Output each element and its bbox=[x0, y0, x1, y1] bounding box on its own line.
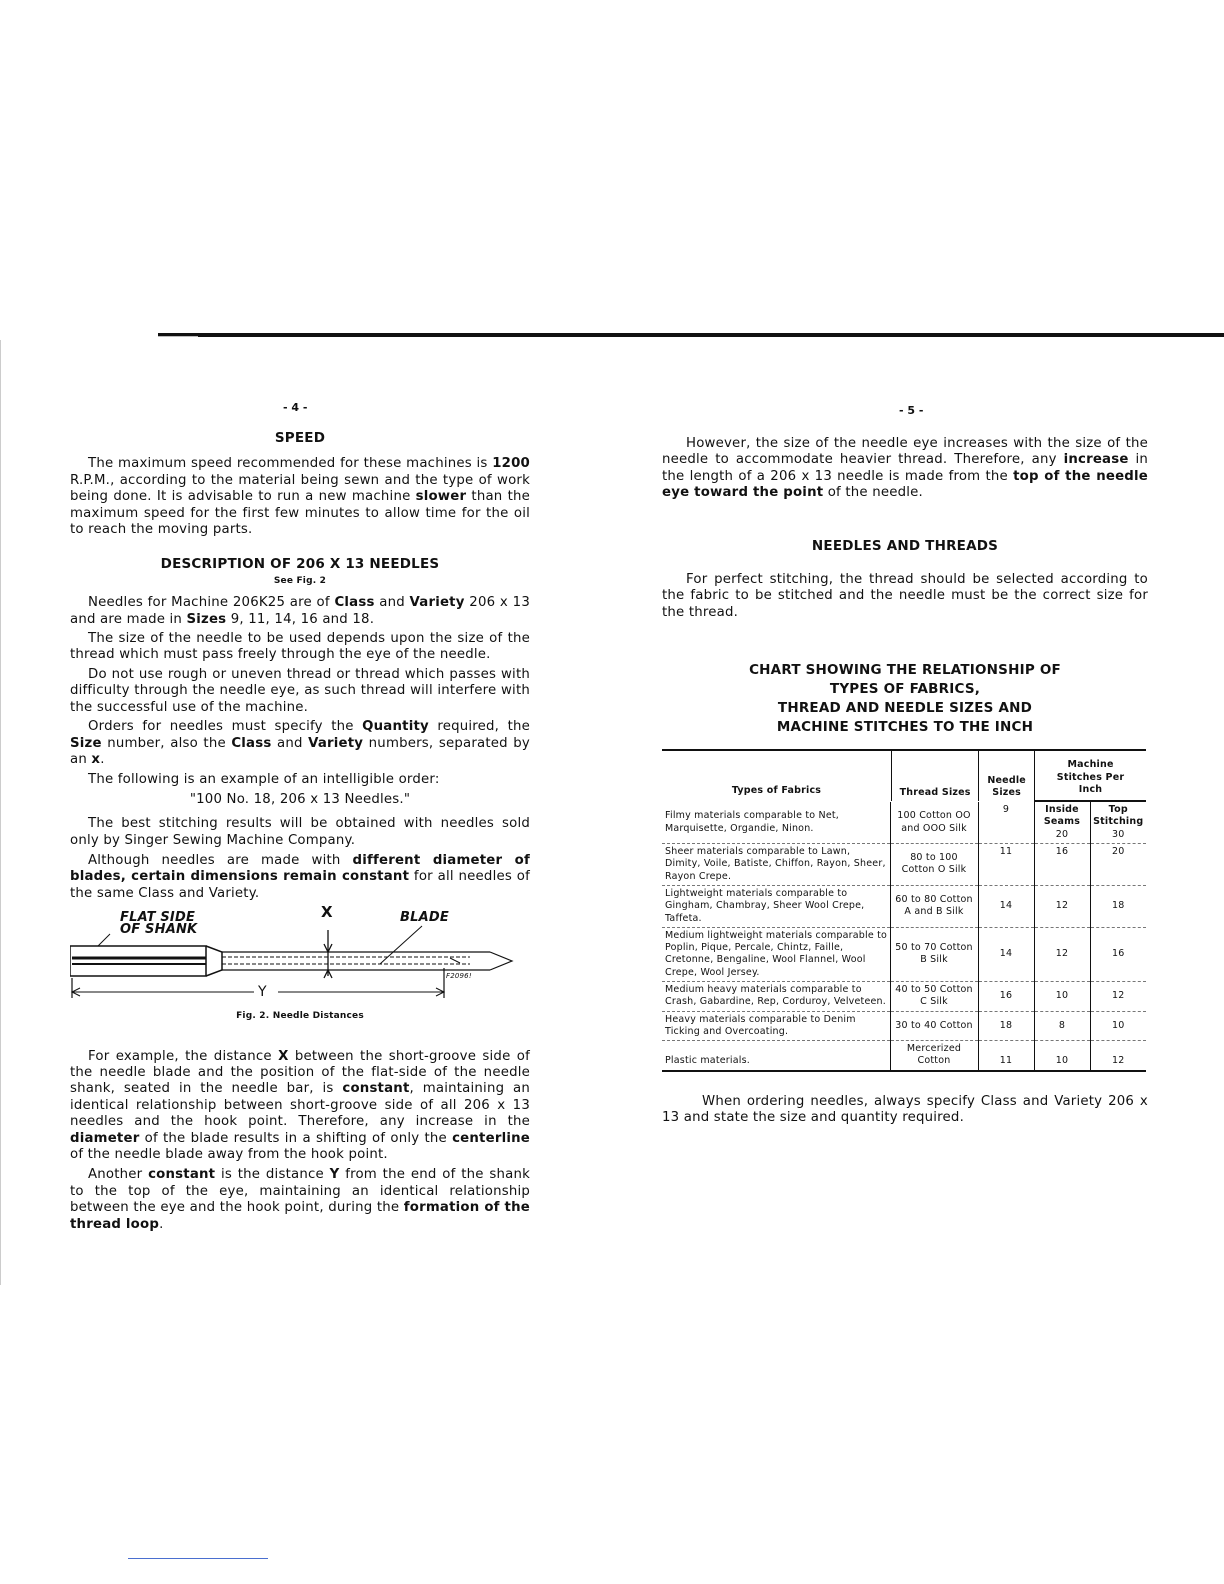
needles-paragraph-constant: Although needles are made with different diameter of blades, certain dimensions remain constant for all needles of the same Class and Variety. bbox=[70, 852, 530, 901]
distance-x-paragraph: For example, the distance X between the short-groove side of the needle blade and the position of the flat-side of the needle shank, seated in the needle bar, is constant, maintaining an identical relationship between short-groove side of all 206 x 13 needles and the hook point. Therefore, any increase in the diameter of the blade results in a shifting of only the centerline of the needle blade away from the hook point. bbox=[70, 1048, 531, 1162]
figure-caption: Fig. 2. Needle Distances bbox=[236, 1011, 364, 1022]
label-blade: BLADE bbox=[400, 910, 449, 926]
table-row-7-inside: 10 bbox=[1034, 1041, 1090, 1071]
needles-threads-heading: NEEDLES AND THREADS bbox=[811, 537, 999, 554]
table-row-1-needle: 9 bbox=[978, 802, 1034, 843]
chart-title-line-4: MACHINE STITCHES TO THE INCH bbox=[776, 719, 1034, 736]
underline-mark bbox=[128, 1558, 268, 1559]
eye-size-paragraph: However, the size of the needle eye increases with the size of the needle to accommodate heavier thread. Therefore, any increase in the length of a 206 x 13 needle is made from the top of the needle eye toward the point of the needle. bbox=[662, 436, 1149, 501]
table-row-2-thread: 80 to 100 Cotton O Silk bbox=[890, 844, 978, 886]
table-row-4-needle: 14 bbox=[978, 927, 1034, 981]
table-row-6-thread: 30 to 40 Cotton bbox=[890, 1011, 978, 1041]
needles-paragraph-example-intro: The following is an example of an intelligible order: bbox=[88, 772, 440, 788]
table-row-3-top: 18 bbox=[1090, 885, 1146, 927]
table-row-1-thread: 100 Cotton OO and OOO Silk bbox=[890, 802, 978, 843]
table-row-5-thread: 40 to 50 Cotton C Silk bbox=[890, 982, 978, 1012]
label-y: Y bbox=[258, 984, 267, 1001]
table-row-2-fabric: Sheer materials comparable to Lawn, Dimity, Voile, Batiste, Chiffon, Rayon, Sheer, Rayon Crepe. bbox=[662, 844, 890, 886]
chart-title bbox=[662, 661, 1148, 737]
table-row-6-inside: 8 bbox=[1034, 1011, 1090, 1041]
right-page bbox=[662, 436, 1148, 1130]
label-flat-side: FLAT SIDE bbox=[120, 910, 196, 926]
speed-heading: SPEED bbox=[274, 430, 326, 446]
subheader-top-stitching: Top Stitching bbox=[1093, 804, 1144, 828]
page-edge-line bbox=[0, 340, 1, 1285]
table-row-5-needle: 16 bbox=[978, 982, 1034, 1012]
table-row-1-inside bbox=[1034, 802, 1090, 843]
table-row-2-top: 20 bbox=[1090, 844, 1146, 886]
needles-heading: DESCRIPTION OF 206 X 13 NEEDLES bbox=[160, 556, 440, 573]
needles-subheading: See Fig. 2 bbox=[273, 575, 327, 586]
needles-paragraph-class: Needles for Machine 206K25 are of Class and Variety 206 x 13 and are made in Sizes 9, 11, 14, 16 and 18. bbox=[70, 595, 530, 627]
example-order: "100 No. 18, 206 x 13 Needles." bbox=[189, 791, 411, 807]
table-row-4-top: 16 bbox=[1090, 927, 1146, 981]
table-row-5-fabric: Medium heavy materials comparable to Crash, Gabardine, Rep, Corduroy, Velveteen. bbox=[662, 982, 890, 1012]
table-row-4-thread: 50 to 70 Cotton B Silk bbox=[890, 927, 978, 981]
figure-ref-code: F2096! bbox=[446, 972, 472, 981]
table-row-7-thread: Mercerized Cotton bbox=[890, 1041, 978, 1071]
page-spread-top-rule bbox=[158, 333, 1224, 337]
table-row-4-inside: 12 bbox=[1034, 927, 1090, 981]
speed-paragraph: The maximum speed recommended for these machines is 1200 R.P.M., according to the material being sewn and the type of work being done. It is advisable to run a new machine slower than the maximum speed for the first few minutes to allow time for the oil to reach the moving parts. bbox=[70, 456, 530, 538]
scan-mark bbox=[158, 336, 198, 337]
table-row-1-top bbox=[1090, 802, 1146, 843]
needles-threads-paragraph: For perfect stitching, the thread should be selected according to the fabric to be stitched and the needle must be the correct size for the thread. bbox=[662, 572, 1148, 620]
table-row-6-needle: 18 bbox=[978, 1011, 1034, 1041]
cell-inside-value: 20 bbox=[1055, 828, 1069, 840]
table-row-3-thread: 60 to 80 Cotton A and B Silk bbox=[890, 885, 978, 927]
table-row-2-needle: 11 bbox=[978, 844, 1034, 886]
chart-title-line-3: THREAD AND NEEDLE SIZES AND bbox=[777, 700, 1033, 717]
page-number-right: - 5 - bbox=[899, 404, 924, 417]
left-page bbox=[70, 430, 530, 1236]
table-row-2-inside: 16 bbox=[1034, 844, 1090, 886]
ordering-paragraph: When ordering needles, always specify Class and Variety 206 x 13 and state the size and quantity required. bbox=[662, 1093, 1148, 1126]
header-fabrics: Types of Fabrics bbox=[662, 750, 891, 801]
table-row-7-fabric: Plastic materials. bbox=[662, 1041, 890, 1071]
cell-top-value: 30 bbox=[1112, 828, 1125, 840]
table-row-5-inside: 10 bbox=[1034, 982, 1090, 1012]
chart-title-line-2: TYPES OF FABRICS, bbox=[829, 681, 981, 698]
table-row-1-fabric: Filmy materials comparable to Net, Marquisette, Organdie, Ninon. bbox=[662, 802, 890, 843]
table-row-6-top: 10 bbox=[1090, 1011, 1146, 1041]
table-row-6-fabric: Heavy materials comparable to Denim Ticking and Overcoating. bbox=[662, 1011, 890, 1041]
needles-paragraph-thread: Do not use rough or uneven thread or thread which passes with difficulty through the needle eye, as such thread will interfere with the successful use of the machine. bbox=[70, 666, 530, 715]
distance-y-paragraph: Another constant is the distance Y from the end of the shank to the top of the eye, maintaining an identical relationship between the eye and the hook point, during the formation of the thread loop. bbox=[70, 1167, 530, 1232]
table-row-3-inside: 12 bbox=[1034, 885, 1090, 927]
page-number-left: - 4 - bbox=[283, 401, 308, 414]
header-machine-stitches: Machine Stitches Per Inch bbox=[1035, 750, 1146, 800]
needles-paragraph-orders: Orders for needles must specify the Quantity required, the Size number, also the Class and Variety numbers, separated by an x. bbox=[70, 719, 530, 767]
table-row-7-needle: 11 bbox=[978, 1041, 1034, 1071]
needle-distance-figure bbox=[70, 903, 530, 1002]
chart-title-line-1: CHART SHOWING THE RELATIONSHIP OF bbox=[749, 662, 1061, 679]
needles-paragraph-singer: The best stitching results will be obtained with needles sold only by Singer Sewing Machine Company. bbox=[70, 816, 530, 848]
table-row-7-top: 12 bbox=[1090, 1041, 1146, 1071]
subheader-inside-seams: Inside Seams bbox=[1043, 804, 1081, 828]
header-thread: Thread Sizes bbox=[891, 750, 978, 801]
fabric-table-body bbox=[662, 802, 1146, 1072]
label-x: X bbox=[321, 903, 333, 922]
fabric-thread-needle-table bbox=[662, 749, 1146, 802]
table-row-4-fabric: Medium lightweight materials comparable to Poplin, Pique, Percale, Chintz, Faille, Cretonne, Bengaline, Wool Flannel, Wool Crepe, Wool Jersey. bbox=[662, 927, 890, 981]
needles-paragraph-size: The size of the needle to be used depends upon the size of the thread which must pass freely through the eye of the needle. bbox=[70, 631, 530, 663]
table-row-3-needle: 14 bbox=[978, 885, 1034, 927]
header-needle: Needle Sizes bbox=[979, 750, 1035, 801]
table-row-3-fabric: Lightweight materials comparable to Gingham, Chambray, Sheer Wool Crepe, Taffeta. bbox=[662, 885, 890, 927]
label-of-shank: OF SHANK bbox=[120, 922, 198, 938]
table-row-5-top: 12 bbox=[1090, 982, 1146, 1012]
